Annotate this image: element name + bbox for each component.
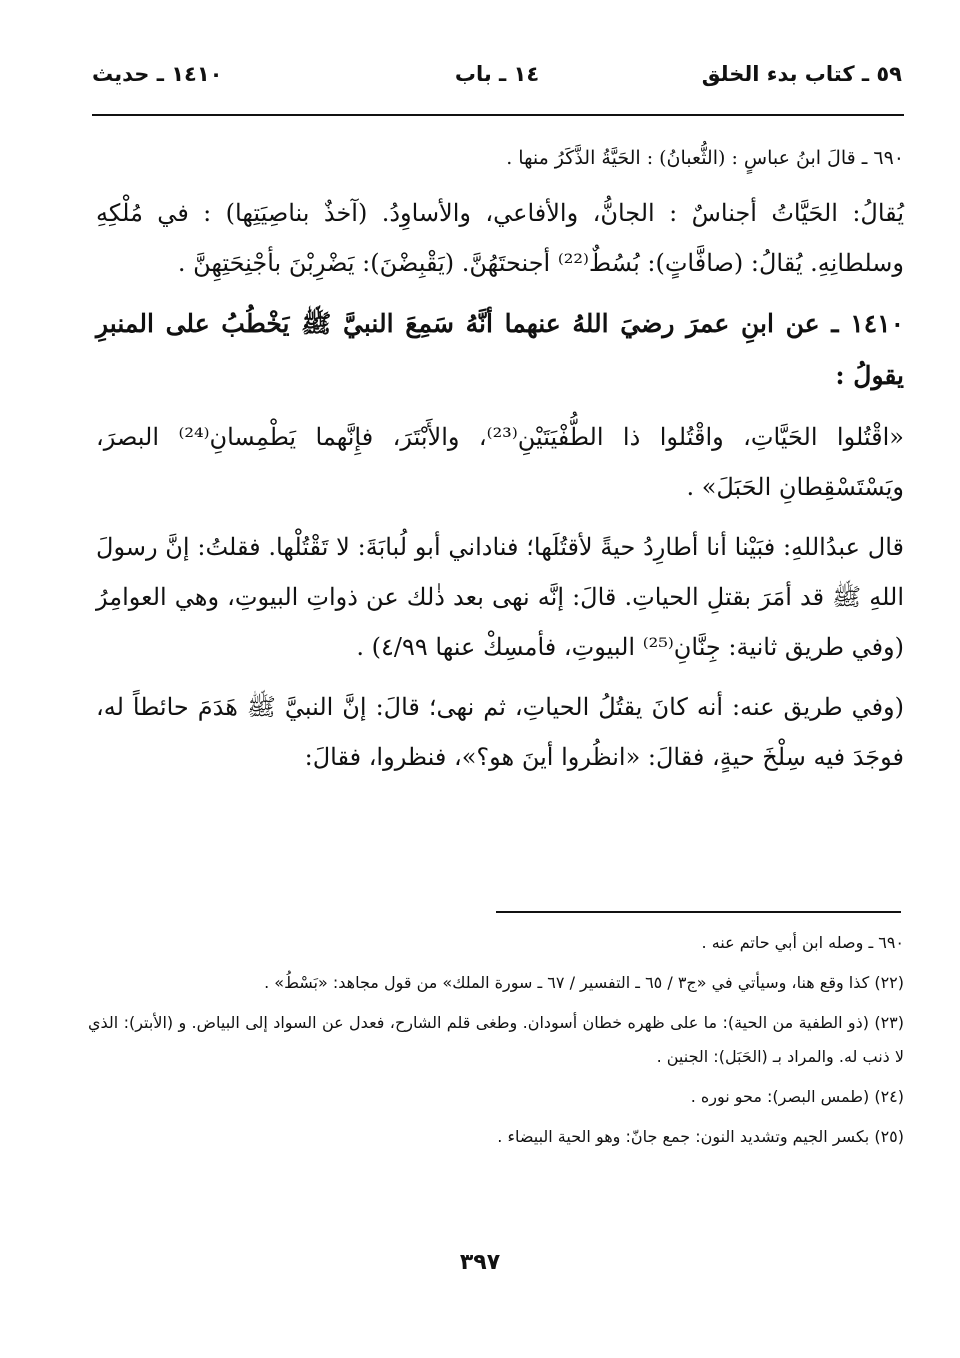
paragraph-another-route: (وفي طريق عنه: أنه كانَ يقتُلُ الحياتِ، ثم نهى؛ قالَ: إنَّ النبيَّ ﷺ هَدَمَ حائطاً له، فوجَدَ فيه سِلْخَ حيةٍ، فقالَ: «انظُروا أينَ هو؟»، فنظروا، فقالَ: <box>96 693 904 771</box>
paragraph-hadith-1410: ١٤١٠ ـ عن ابنِ عمرَ رضيَ اللهُ عنهما أنَّهُ سَمِعَ النبيَّ ﷺ يَخْطُبُ على المنبرِ يقولُ : <box>96 309 904 390</box>
footnote-23: (٢٣) (ذو الطفية من الحية): ما على ظهره خطان أسودان. وطغى قلم الشارح، فعدل عن السواد إلى البياض. و (الأبتر): الذي لا ذنب له. والمراد بـ (الحَبَل): الجنين . <box>88 1013 904 1066</box>
footnotes <box>88 926 904 1160</box>
footnote-24: (٢٤) (طمس البصر): محو نوره . <box>690 1087 904 1106</box>
paragraph-abdullah: قال عبدُاللهِ: فبَيْنا أنا أطارِدُ حيةً لأقتُلَها؛ فناداني أبو لُبابَةَ: لا تَقْتُلْها. فقلتُ: إنَّ رسولَ اللهِ ﷺ قد أمَرَ بقتلِ الحياتِ. قالَ: إنَّه نهى بعد ذٰلك عن ذواتِ البيوتِ، وهي العوامِرُ (وفي طريق ثانية: جِنَّانِ⁽²⁵⁾ البيوتِ، فأمسِكْ عنها ٤/٩٩) . <box>96 533 904 661</box>
header-chapter: ١٤ ـ باب <box>454 62 540 86</box>
header-divider <box>92 114 904 116</box>
header-hadith-number: ١٤١٠ ـ حديث <box>92 62 223 86</box>
paragraph-hadith-quote: «اقْتُلوا الحَيَّاتِ، واقْتُلوا ذا الطُّفْيَتَيْنِ⁽²³⁾، والأَبْتَرَ، فإِنَّهما يَطْمِسانِ⁽²⁴⁾ البصرَ، ويَسْتَسْقِطانِ الحَبَلَ» . <box>96 423 904 501</box>
paragraph-snakes-types: يُقالُ: الحَيَّاتُ أجناسٌ : الجانُّ، والأفاعي، والأساوِدُ. (آخذٌ بناصِيَتِها) : في مُلْكِهِ وسلطانِهِ. يُقالُ: (صافَّاتٍ): بُسُطٌ⁽²²⁾ أجنحتَهُنَّ. (يَقْبِضْنَ): يَضْرِبْنَ بأجْنِحَتِهِنَّ . <box>96 199 904 277</box>
footnote-divider <box>496 911 901 913</box>
footnote-22: (٢٢) كذا وقع هنا، وسيأتي في «ج٣ / ٦٥ ـ التفسير / ٦٧ ـ سورة الملك» من قول مجاهد: «بَسْطُ» . <box>264 973 904 992</box>
header-book-title: ٥٩ ـ كتاب بدء الخلق <box>701 62 902 86</box>
footnote-25: (٢٥) بكسر الجيم وتشديد النون: جمع جانّ: وهو الحية البيضاء . <box>497 1127 904 1146</box>
page-number: ٣٩٧ <box>459 1250 501 1275</box>
paragraph-690: ٦٩٠ ـ قالَ ابنُ عباسٍ : (الثُّعبانُ) : الحَيَّةُ الذَّكَرُ منها . <box>506 147 904 169</box>
running-header <box>92 52 902 96</box>
footnote-690: ٦٩٠ ـ وصله ابن أبي حاتم عنه . <box>701 933 904 952</box>
main-text <box>96 140 904 792</box>
